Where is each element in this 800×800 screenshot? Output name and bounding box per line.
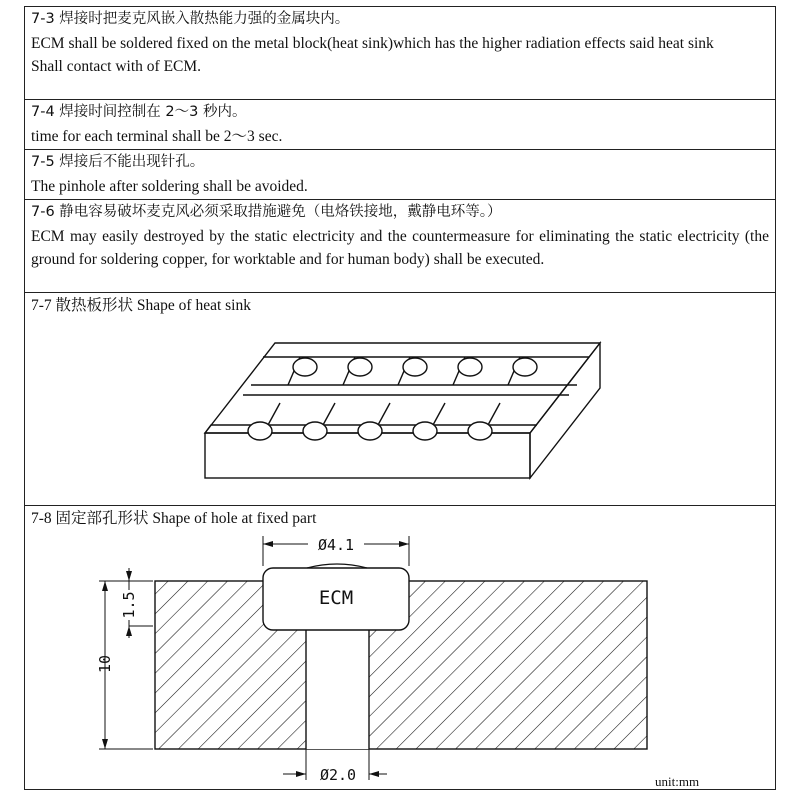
section-7-7 — [25, 293, 775, 506]
section-7-5 — [25, 150, 775, 200]
section-7-3-en: ECM shall be soldered fixed on the metal block(heat sink)which has the higher radiation effects said heat sink — [31, 34, 714, 52]
dimension-depth: 1.5 — [120, 591, 138, 619]
section-7-3-en-2: Shall contact with of ECM. — [31, 58, 202, 75]
section-7-4-zh: 7-4 焊接时间控制在 2～3 秒内。 — [31, 104, 247, 120]
fixed-hole-drawing — [25, 506, 775, 789]
section-7-3-zh: 7-3 焊接时把麦克风嵌入散热能力强的金属块内。 — [31, 11, 350, 27]
section-7-8-title: 7-8 固定部孔形状 Shape of hole at fixed part — [31, 510, 317, 527]
dimension-bottom: Ø2.0 — [319, 766, 357, 784]
section-7-7-title: 7-7 散热板形状 Shape of heat sink — [31, 297, 251, 314]
heat-sink-side-face — [530, 343, 600, 478]
heat-sink-hole — [248, 422, 272, 440]
hole-channel — [306, 626, 369, 749]
heat-sink-drawing — [25, 293, 775, 505]
section-7-5-en: The pinhole after soldering shall be avoided. — [31, 177, 308, 195]
heat-sink-hole — [513, 358, 537, 376]
section-7-8 — [25, 506, 775, 791]
section-7-6-zh: 7-6 静电容易破坏麦克风必须采取措施避免（电烙铁接地，戴静电环等。） — [31, 204, 502, 220]
heat-sink-hole — [413, 422, 437, 440]
heat-sink-hole — [468, 422, 492, 440]
section-7-4-en: time for each terminal shall be 2～3 sec. — [31, 127, 283, 145]
section-7-4 — [25, 100, 775, 150]
unit-note: unit:mm — [655, 774, 700, 789]
dimension-height: 10 — [96, 654, 114, 674]
section-7-6-en: ECM may easily destroyed by the static electricity and the countermeasure for eliminating the static electricity (the ground for soldering copper, for worktable and for human body) shall be executed. — [31, 227, 769, 268]
section-7-6 — [25, 200, 775, 293]
spec-table — [24, 6, 776, 790]
heat-sink-hole — [293, 358, 317, 376]
heat-sink-hole — [303, 422, 327, 440]
heat-sink-hole — [403, 358, 427, 376]
ecm-label: ECM — [318, 587, 354, 609]
heat-sink-hole — [348, 358, 372, 376]
section-7-5-zh: 7-5 焊接后不能出现针孔。 — [31, 154, 205, 170]
heat-sink-hole — [358, 422, 382, 440]
dimension-top: Ø4.1 — [317, 536, 355, 554]
section-7-3 — [25, 7, 775, 100]
heat-sink-hole — [458, 358, 482, 376]
